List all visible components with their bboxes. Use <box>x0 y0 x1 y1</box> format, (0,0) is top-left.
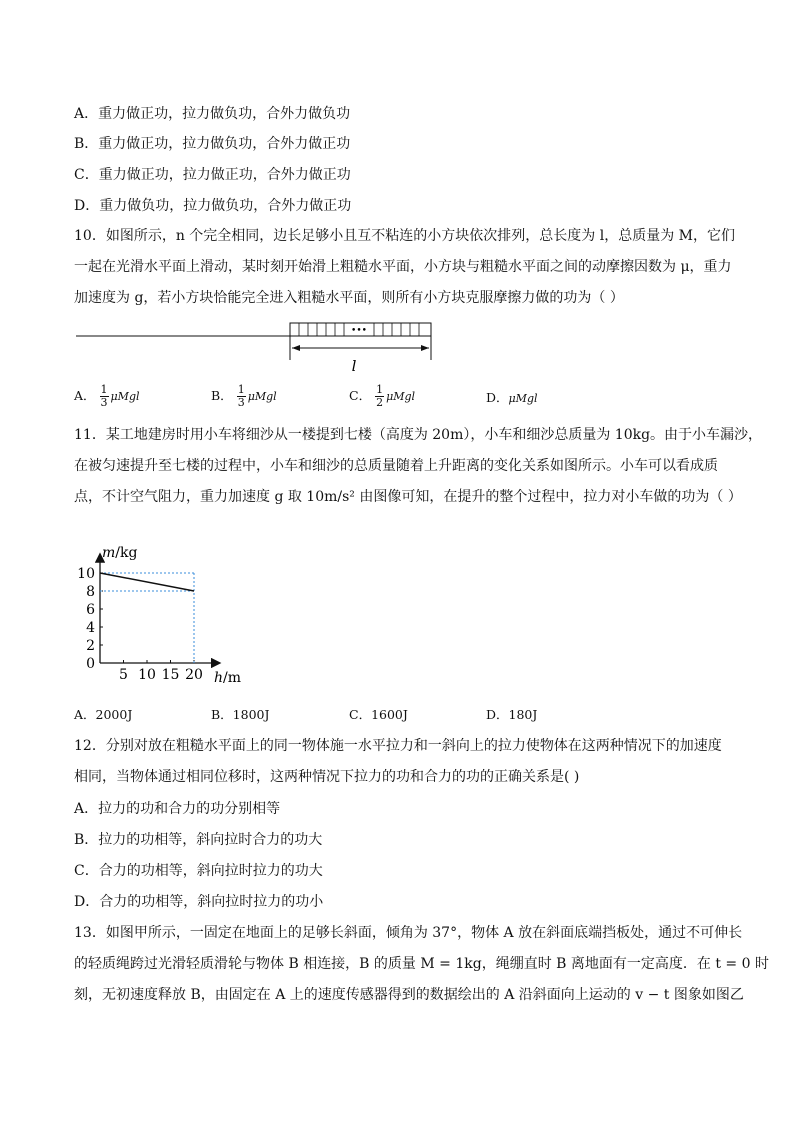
q12-option-c: C．合力的功相等，斜向拉时拉力的功大 <box>74 863 323 879</box>
x-tick-label: 10 <box>138 667 156 683</box>
q11-line-3: 点，不计空气阻力，重力加速度 g 取 10m/s² 由图像可知，在提升的整个过程中，拉力对小车做的功为（ ） <box>74 489 742 505</box>
q10-stem <box>74 221 735 314</box>
q10-option-d: D．μMgl <box>486 390 538 405</box>
q11-stem <box>74 420 763 513</box>
y-tick-label: 0 <box>86 656 95 672</box>
q9-option-d: D．重力做负功，拉力做负功，合外力做正功 <box>74 198 352 214</box>
q13-line-1: 13．如图甲所示，一固定在地面上的足够长斜面，倾角为 37°，物体 A 放在斜面底端挡板处，通过不可伸长 <box>74 925 743 941</box>
x-tick-label: 5 <box>119 667 128 683</box>
y-tick-label: 10 <box>77 566 95 582</box>
x-axis-label: h/m <box>214 670 242 686</box>
q10-option-c: C． $\frac{1}{2}$ μMgl <box>349 383 416 409</box>
q12-line-2: 相同，当物体通过相同位移时，这两种情况下拉力的功和合力的功的正确关系是( ) <box>74 769 580 785</box>
q10-option-b: B． $\frac{1}{3}$ μMgl <box>211 383 277 409</box>
q13-line-3: 刻，无初速度释放 B，由固定在 A 上的速度传感器得到的数据绘出的 A 沿斜面向上运动的 v − t 图象如图乙 <box>74 987 744 1003</box>
q11-option-b: B．1800J <box>211 707 270 722</box>
q13-line-2: 的轻质绳跨过光滑轻质滑轮与物体 B 相连接，B 的质量 M = 1kg，绳绷直时 B 离地面有一定高度．在 t = 0 时 <box>74 956 769 972</box>
q10-line-3: 加速度为 g，若小方块恰能完全进入粗糙水平面，则所有小方块克服摩擦力做的功为（ ） <box>74 290 624 306</box>
q13-stem <box>74 918 769 1011</box>
q11-option-d: D．180J <box>486 707 538 722</box>
q12-option-a: A．拉力的功和合力的功分别相等 <box>74 801 281 817</box>
q12-stem <box>74 731 722 793</box>
q11-option-a: A．2000J <box>74 707 133 722</box>
y-tick-label: 8 <box>86 584 95 600</box>
y-tick-label: 2 <box>86 638 95 654</box>
q11-line-1: 11．某工地建房时用小车将细沙从一楼提到七楼（高度为 20m），小车和细沙总质量为 10kg。由于小车漏沙， <box>74 427 763 443</box>
q12-line-1: 12．分别对放在粗糙水平面上的同一物体施一水平拉力和一斜向上的拉力使物体在这两种情况下的加速度 <box>74 738 722 754</box>
q10-option-a: A． $\frac{1}{3}$ μMgl <box>74 383 140 409</box>
q10-length-label: l <box>351 357 357 375</box>
q12-option-b: B．拉力的功相等，斜向拉时合力的功大 <box>74 832 323 848</box>
q10-block-dots: ••• <box>351 326 367 336</box>
x-tick-label: 15 <box>161 667 180 683</box>
y-tick-label: 6 <box>86 602 95 618</box>
y-axis-label: m/kg <box>102 545 138 561</box>
x-tick-label: 20 <box>185 667 203 683</box>
q11-mass-height-chart <box>74 524 284 690</box>
q9-option-b: B．重力做正功，拉力做负功，合外力做正功 <box>74 136 351 152</box>
q10-figure <box>74 318 454 376</box>
y-tick-label: 4 <box>86 620 95 636</box>
q11-line-2: 在被匀速提升至七楼的过程中，小车和细沙的总质量随着上升距离的变化关系如图所示。小车可以看成质 <box>74 458 718 474</box>
q9-option-a: A．重力做正功，拉力做负功，合外力做负功 <box>74 106 351 122</box>
q10-line-2: 一起在光滑水平面上滑动，某时刻开始滑上粗糙水平面，小方块与粗糙水平面之间的动摩擦因数为 μ，重力 <box>74 259 732 275</box>
series-line <box>100 573 194 591</box>
q10-line-1: 10．如图所示，n 个完全相同，边长足够小且互不粘连的小方块依次排列，总长度为 l，总质量为 M，它们 <box>74 228 735 244</box>
q9-option-c: C．重力做正功，拉力做正功，合外力做正功 <box>74 167 351 183</box>
q12-option-d: D．合力的功相等，斜向拉时拉力的功小 <box>74 894 324 910</box>
q11-option-c: C．1600J <box>349 707 408 722</box>
